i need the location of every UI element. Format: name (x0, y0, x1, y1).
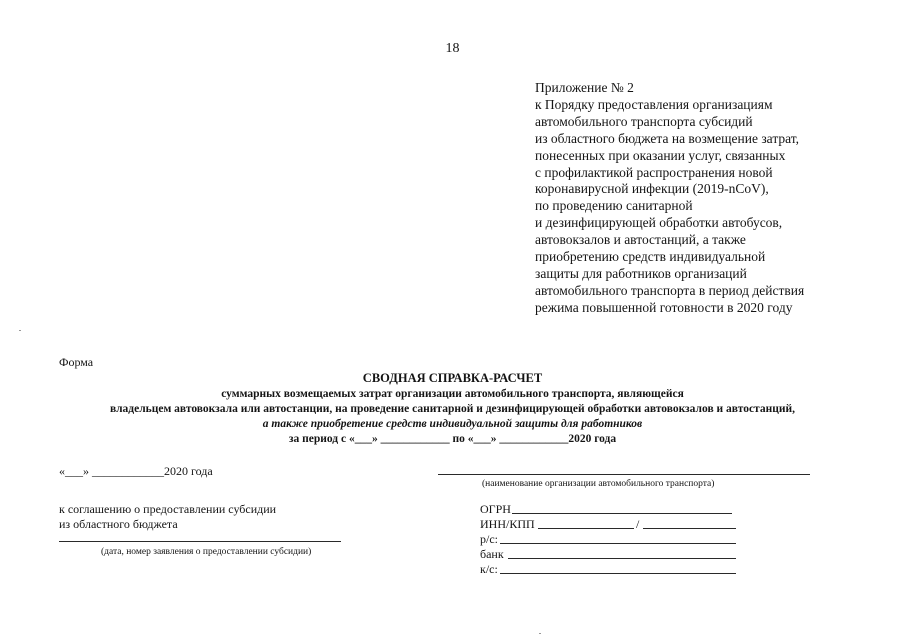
appendix-line: Приложение № 2 (535, 80, 634, 95)
account-label: р/с: (480, 532, 498, 546)
scan-speck (539, 633, 541, 634)
appendix-line: автомобильного транспорта субсидий (535, 113, 753, 129)
bank-label: банк (480, 547, 504, 561)
bank-line (508, 558, 736, 559)
appendix-line: защиты для работников организаций (535, 265, 747, 281)
appendix-line: и дезинфицирующей обработки автобусов, (535, 215, 783, 231)
inn-kpp-separator: / (636, 517, 640, 531)
org-caption: (наименование организации автомобильного транспорта) (482, 479, 715, 489)
ogrn-line (512, 513, 732, 514)
appendix-block (535, 80, 804, 317)
account-line (500, 543, 736, 544)
appendix-line: автовокзалов и автостанций, а также (535, 232, 746, 248)
appendix-line: автомобильного транспорта в период действия (535, 282, 805, 298)
corr-account-label: к/с: (480, 562, 498, 576)
document-subtitle: владельцем автовокзала или автостанции, на проведение санитарной и дезинфицирующей обработки автовокзалов и автостанций, (110, 403, 795, 415)
appendix-line: приобретению средств индивидуальной (535, 249, 766, 265)
appendix-line: коронавирусной инфекции (2019-nCoV), (535, 181, 769, 197)
document-subtitle: а также приобретение средств индивидуальной защиты для работников (262, 418, 643, 430)
appendix-line: из областного бюджета на возмещение затрат, (535, 130, 800, 146)
appendix-line: понесенных при оказании услуг, связанных (535, 147, 786, 163)
form-label: Форма (59, 355, 94, 369)
org-name-line (438, 474, 810, 475)
ogrn-label: ОГРН (480, 502, 511, 516)
appendix-line: по проведению санитарной (535, 198, 693, 214)
appendix-line: режима повышенной готовности в 2020 году (535, 299, 793, 315)
appendix-line: к Порядку предоставления организациям (535, 96, 773, 112)
document-title: СВОДНАЯ СПРАВКА-РАСЧЕТ (362, 371, 543, 385)
period-line: за период с «___» ____________ по «___» ____________2020 года (288, 433, 617, 445)
agreement-date-line (59, 541, 341, 542)
inn-line (538, 528, 634, 529)
agreement-caption: (дата, номер заявления о предоставлении субсидии) (101, 547, 312, 557)
page-number: 18 (445, 41, 460, 56)
date-line: «___» ____________2020 года (59, 464, 213, 478)
kpp-line (643, 528, 736, 529)
inn-kpp-label: ИНН/КПП (480, 517, 535, 531)
agreement-line: к соглашению о предоставлении субсидии (59, 502, 277, 516)
agreement-line: из областного бюджета (59, 517, 178, 531)
scan-speck (19, 330, 21, 331)
appendix-line: с профилактикой распространения новой (535, 164, 773, 180)
document-subtitle: суммарных возмещаемых затрат организации автомобильного транспорта, являющейся (221, 388, 684, 400)
corr-account-line (500, 573, 736, 574)
